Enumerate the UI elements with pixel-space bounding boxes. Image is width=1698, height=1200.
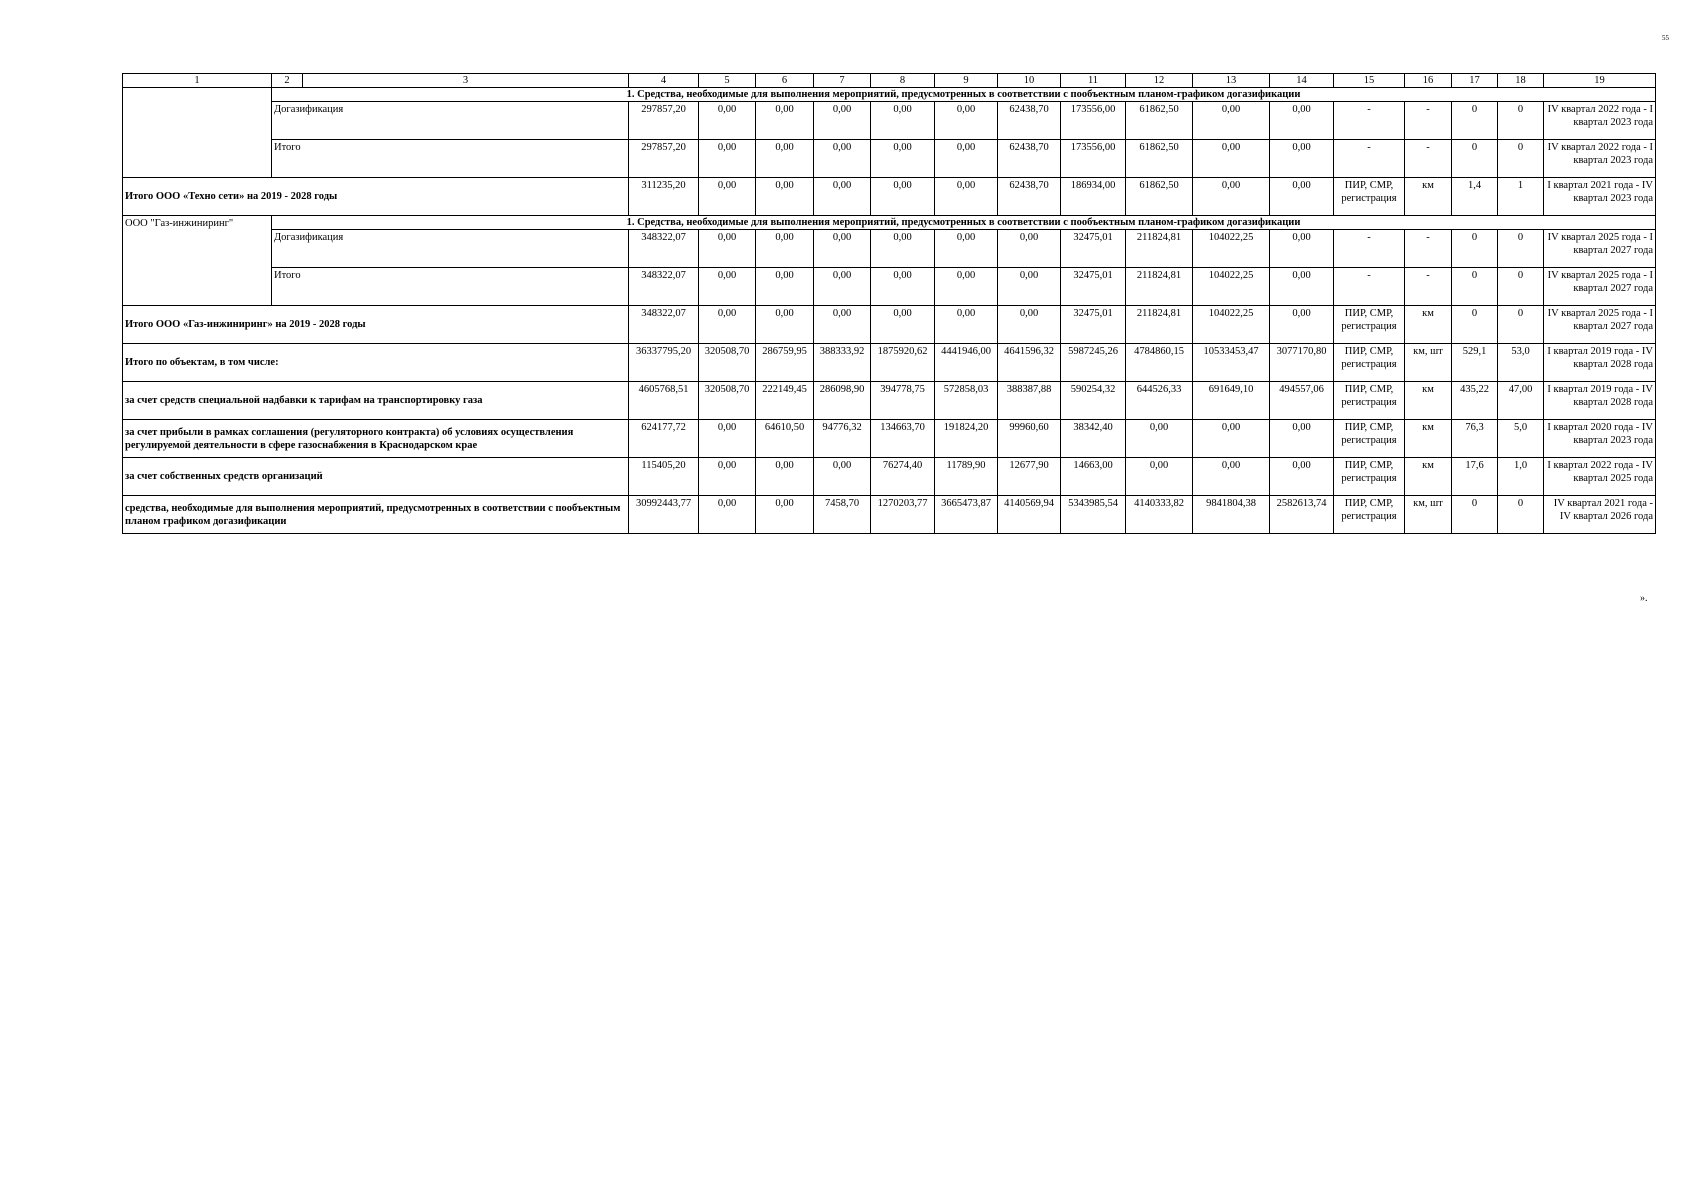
value-cell: 17,6 [1452,458,1498,496]
value-cell: ПИР, СМР, регистрация [1334,496,1405,534]
value-cell: 0,00 [699,458,756,496]
section-title: 1. Средства, необходимые для выполнения мероприятий, предусмотренных в соответствии с пообъектным планом-графиком догазификации [272,88,1656,102]
value-cell: ПИР, СМР, регистрация [1334,178,1405,216]
total-label: Итого ООО «Газ-инжиниринг» на 2019 - 2028 годы [123,306,629,344]
value-cell: 286759,95 [756,344,814,382]
value-cell: 0,00 [699,420,756,458]
column-number: 11 [1061,74,1126,88]
value-cell: 62438,70 [998,178,1061,216]
value-cell: 0,00 [699,306,756,344]
value-cell: 0,00 [871,230,935,268]
value-cell: 5,0 [1498,420,1544,458]
column-number: 16 [1405,74,1452,88]
table-row [123,268,1656,306]
value-cell: 0 [1452,496,1498,534]
column-number: 3 [303,74,629,88]
value-cell: 348322,07 [629,306,699,344]
value-cell: ПИР, СМР, регистрация [1334,420,1405,458]
value-cell: 10533453,47 [1193,344,1270,382]
column-numbers-row [123,74,1656,88]
page-number: 55 [1662,34,1669,42]
value-cell: ПИР, СМР, регистрация [1334,458,1405,496]
row-name: Догазификация [272,102,629,140]
value-cell: 0,00 [871,268,935,306]
row-name: Итого [272,140,629,178]
value-cell: - [1405,230,1452,268]
value-cell: - [1334,268,1405,306]
value-cell: 104022,25 [1193,306,1270,344]
value-cell: 0,00 [814,102,871,140]
value-cell: ПИР, СМР, регистрация [1334,382,1405,420]
column-number: 17 [1452,74,1498,88]
value-cell: 4140569,94 [998,496,1061,534]
total-label: средства, необходимые для выполнения мероприятий, предусмотренных в соответствии с пообъектным планом графиком догазификации [123,496,629,534]
total-row [123,306,1656,344]
value-cell: 4605768,51 [629,382,699,420]
value-cell: 0,00 [1193,140,1270,178]
value-cell: 186934,00 [1061,178,1126,216]
column-number: 9 [935,74,998,88]
value-cell: 1,0 [1498,458,1544,496]
value-cell: ПИР, СМР, регистрация [1334,344,1405,382]
column-number: 7 [814,74,871,88]
value-cell: 0 [1498,102,1544,140]
value-cell: 297857,20 [629,140,699,178]
column-number: 14 [1270,74,1334,88]
value-cell: 0 [1452,268,1498,306]
value-cell: 0,00 [1270,178,1334,216]
value-cell: 0,00 [1193,102,1270,140]
section-title: 1. Средства, необходимые для выполнения мероприятий, предусмотренных в соответствии с пообъектным планом-графиком догазификации [272,216,1656,230]
value-cell: 1270203,77 [871,496,935,534]
value-cell: 0,00 [756,306,814,344]
value-cell: 32475,01 [1061,306,1126,344]
column-number: 10 [998,74,1061,88]
value-cell: - [1334,140,1405,178]
value-cell: 173556,00 [1061,140,1126,178]
total-label: Итого ООО «Техно сети» на 2019 - 2028 годы [123,178,629,216]
value-cell: - [1405,268,1452,306]
value-cell: 0,00 [1270,230,1334,268]
value-cell: 0,00 [756,268,814,306]
period-cell: I квартал 2020 года - IV квартал 2023 года [1544,420,1656,458]
value-cell: 0,00 [1126,458,1193,496]
value-cell: 0 [1498,230,1544,268]
value-cell: 222149,45 [756,382,814,420]
period-cell: IV квартал 2025 года - I квартал 2027 года [1544,306,1656,344]
period-cell: IV квартал 2022 года - I квартал 2023 года [1544,102,1656,140]
value-cell: км [1405,420,1452,458]
value-cell: 624177,72 [629,420,699,458]
value-cell: 76274,40 [871,458,935,496]
value-cell: 435,22 [1452,382,1498,420]
column-number: 1 [123,74,272,88]
value-cell: 1,4 [1452,178,1498,216]
total-row [123,496,1656,534]
value-cell: 32475,01 [1061,268,1126,306]
value-cell: 62438,70 [998,102,1061,140]
value-cell: 0 [1498,306,1544,344]
value-cell: 4784860,15 [1126,344,1193,382]
value-cell: 0,00 [699,496,756,534]
value-cell: 99960,60 [998,420,1061,458]
total-row [123,344,1656,382]
value-cell: 0,00 [756,102,814,140]
value-cell: 320508,70 [699,382,756,420]
value-cell: 4641596,32 [998,344,1061,382]
value-cell: 0,00 [814,268,871,306]
value-cell: 30992443,77 [629,496,699,534]
period-cell: I квартал 2019 года - IV квартал 2028 года [1544,344,1656,382]
total-label: за счет прибыли в рамках соглашения (регуляторного контракта) об условиях осуществления регулируемой деятельности в сфере газоснабжения в Краснодарском крае [123,420,629,458]
value-cell: 61862,50 [1126,102,1193,140]
value-cell: 62438,70 [998,140,1061,178]
value-cell: 0,00 [1270,306,1334,344]
value-cell: 529,1 [1452,344,1498,382]
value-cell: 0,00 [814,140,871,178]
value-cell: 36337795,20 [629,344,699,382]
value-cell: - [1405,140,1452,178]
value-cell: 644526,33 [1126,382,1193,420]
period-cell: I квартал 2019 года - IV квартал 2028 года [1544,382,1656,420]
value-cell: 53,0 [1498,344,1544,382]
value-cell: 572858,03 [935,382,998,420]
value-cell: 286098,90 [814,382,871,420]
value-cell: 0,00 [756,458,814,496]
value-cell: км, шт [1405,344,1452,382]
value-cell: км [1405,458,1452,496]
value-cell: 0 [1498,140,1544,178]
total-row [123,382,1656,420]
value-cell: 0,00 [756,140,814,178]
value-cell: 104022,25 [1193,268,1270,306]
value-cell: 0 [1452,102,1498,140]
value-cell: 64610,50 [756,420,814,458]
value-cell: 0,00 [871,178,935,216]
value-cell: 3077170,80 [1270,344,1334,382]
section-row [123,88,1656,102]
value-cell: 394778,75 [871,382,935,420]
value-cell: 494557,06 [1270,382,1334,420]
value-cell: 0,00 [935,140,998,178]
period-cell: IV квартал 2025 года - I квартал 2027 года [1544,230,1656,268]
value-cell: 691649,10 [1193,382,1270,420]
value-cell: 11789,90 [935,458,998,496]
value-cell: 0,00 [1193,178,1270,216]
value-cell: 61862,50 [1126,178,1193,216]
value-cell: 0,00 [1193,458,1270,496]
value-cell: 0 [1498,496,1544,534]
value-cell: 0,00 [1270,458,1334,496]
value-cell: 3665473,87 [935,496,998,534]
value-cell: 0,00 [699,140,756,178]
value-cell: 94776,32 [814,420,871,458]
total-label: Итого по объектам, в том числе: [123,344,629,382]
section-row [123,216,1656,230]
value-cell: - [1334,102,1405,140]
value-cell: 0,00 [1270,140,1334,178]
column-number: 19 [1544,74,1656,88]
value-cell: - [1334,230,1405,268]
table-row [123,140,1656,178]
org-cell: ООО "Газ-инжиниринг" [123,216,272,306]
value-cell: 0,00 [935,178,998,216]
value-cell: 47,00 [1498,382,1544,420]
total-row [123,420,1656,458]
value-cell: 173556,00 [1061,102,1126,140]
value-cell: км [1405,306,1452,344]
value-cell: 0,00 [814,230,871,268]
value-cell: 1 [1498,178,1544,216]
period-cell: IV квартал 2021 года - IV квартал 2026 года [1544,496,1656,534]
column-number: 4 [629,74,699,88]
value-cell: - [1405,102,1452,140]
total-row [123,458,1656,496]
total-row [123,178,1656,216]
value-cell: 211824,81 [1126,230,1193,268]
value-cell: 211824,81 [1126,306,1193,344]
value-cell: ПИР, СМР, регистрация [1334,306,1405,344]
value-cell: 12677,90 [998,458,1061,496]
value-cell: 32475,01 [1061,230,1126,268]
column-number: 2 [272,74,303,88]
value-cell: 14663,00 [1061,458,1126,496]
column-number: 12 [1126,74,1193,88]
value-cell: 76,3 [1452,420,1498,458]
value-cell: 0,00 [871,140,935,178]
value-cell: 0,00 [814,306,871,344]
value-cell: 0,00 [1270,102,1334,140]
value-cell: 0,00 [756,178,814,216]
value-cell: 0,00 [1126,420,1193,458]
value-cell: 0,00 [1270,268,1334,306]
value-cell: 0,00 [998,306,1061,344]
total-label: за счет средств специальной надбавки к тарифам на транспортировку газа [123,382,629,420]
value-cell: км [1405,178,1452,216]
value-cell: 61862,50 [1126,140,1193,178]
value-cell: 0 [1452,140,1498,178]
period-cell: I квартал 2022 года - IV квартал 2025 года [1544,458,1656,496]
value-cell: 9841804,38 [1193,496,1270,534]
column-number: 15 [1334,74,1405,88]
financing-table [122,73,1656,534]
value-cell: 4441946,00 [935,344,998,382]
value-cell: 388333,92 [814,344,871,382]
value-cell: 0,00 [935,268,998,306]
value-cell: км, шт [1405,496,1452,534]
row-name: Догазификация [272,230,629,268]
value-cell: 0,00 [1193,420,1270,458]
value-cell: 348322,07 [629,268,699,306]
column-number: 18 [1498,74,1544,88]
value-cell: 0,00 [935,230,998,268]
table-row [123,230,1656,268]
org-cell [123,88,272,178]
value-cell: 297857,20 [629,102,699,140]
value-cell: 0 [1452,230,1498,268]
value-cell: 4140333,82 [1126,496,1193,534]
value-cell: 0,00 [871,102,935,140]
value-cell: 0,00 [935,102,998,140]
value-cell: 0,00 [756,230,814,268]
value-cell: 7458,70 [814,496,871,534]
column-number: 5 [699,74,756,88]
value-cell: 211824,81 [1126,268,1193,306]
value-cell: 0,00 [699,102,756,140]
value-cell: 311235,20 [629,178,699,216]
value-cell: 5987245,26 [1061,344,1126,382]
value-cell: 0,00 [871,306,935,344]
total-label: за счет собственных средств организаций [123,458,629,496]
value-cell: 0,00 [756,496,814,534]
value-cell: 38342,40 [1061,420,1126,458]
value-cell: км [1405,382,1452,420]
period-cell: I квартал 2021 года - IV квартал 2023 года [1544,178,1656,216]
value-cell: 0 [1498,268,1544,306]
period-cell: IV квартал 2025 года - I квартал 2027 года [1544,268,1656,306]
value-cell: 388387,88 [998,382,1061,420]
value-cell: 590254,32 [1061,382,1126,420]
value-cell: 134663,70 [871,420,935,458]
table-row [123,102,1656,140]
value-cell: 0,00 [814,178,871,216]
value-cell: 348322,07 [629,230,699,268]
value-cell: 0,00 [998,268,1061,306]
value-cell: 0,00 [935,306,998,344]
column-number: 13 [1193,74,1270,88]
value-cell: 191824,20 [935,420,998,458]
value-cell: 0,00 [699,230,756,268]
row-name: Итого [272,268,629,306]
column-number: 8 [871,74,935,88]
value-cell: 0,00 [699,178,756,216]
value-cell: 115405,20 [629,458,699,496]
value-cell: 0 [1452,306,1498,344]
period-cell: IV квартал 2022 года - I квартал 2023 года [1544,140,1656,178]
value-cell: 1875920,62 [871,344,935,382]
value-cell: 320508,70 [699,344,756,382]
value-cell: 0,00 [1270,420,1334,458]
value-cell: 2582613,74 [1270,496,1334,534]
value-cell: 104022,25 [1193,230,1270,268]
value-cell: 0,00 [699,268,756,306]
column-number: 6 [756,74,814,88]
value-cell: 0,00 [814,458,871,496]
value-cell: 5343985,54 [1061,496,1126,534]
value-cell: 0,00 [998,230,1061,268]
closing-quote: ». [1640,593,1648,604]
